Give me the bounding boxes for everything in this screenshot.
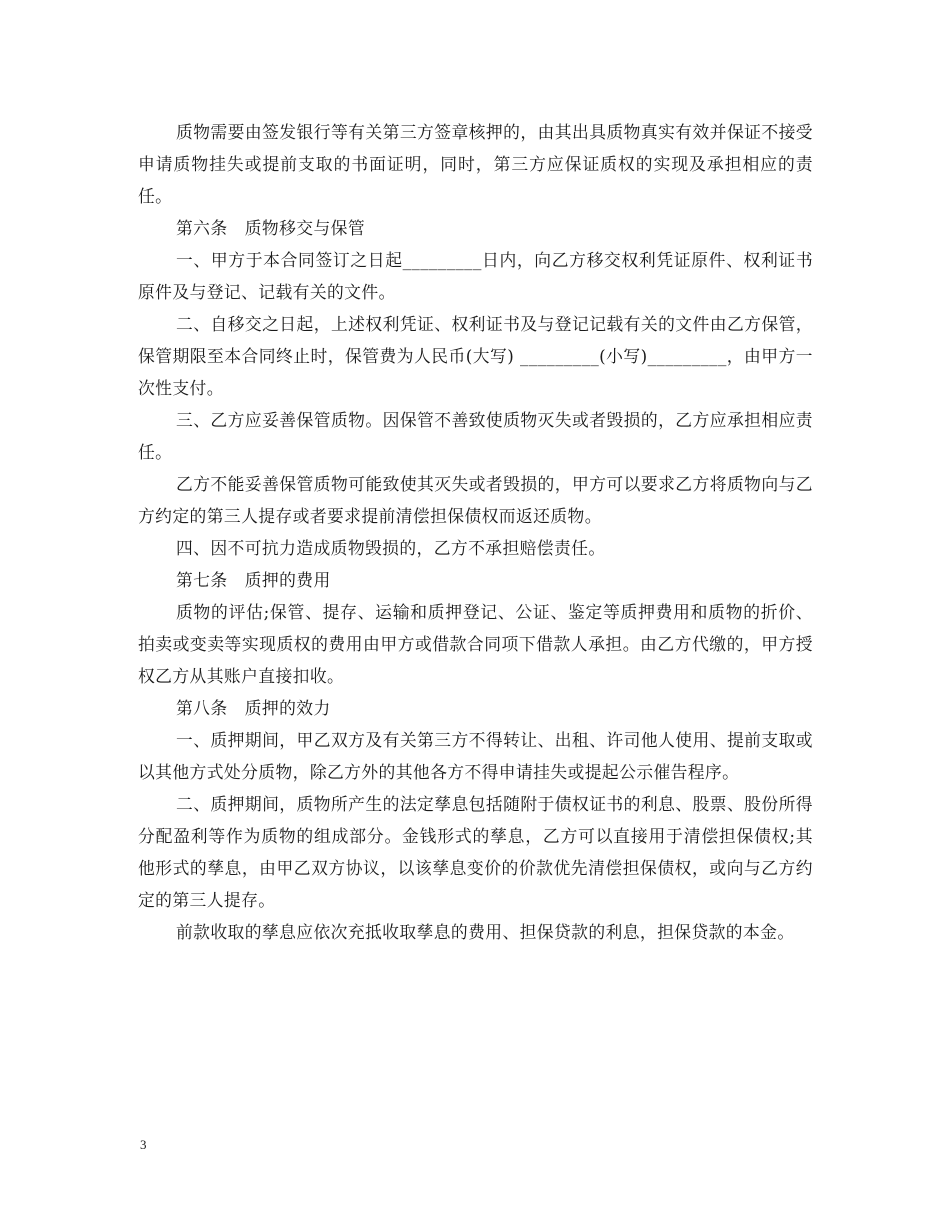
document-body — [138, 116, 813, 948]
paragraph-article-6-clause-2: 二、自移交之日起，上述权利凭证、权利证书及与登记记载有关的文件由乙方保管，保管期限至本合同终止时，保管费为人民币(大写) _________(小写)_________，由甲方一次性支付。 — [138, 314, 813, 398]
paragraph-article-8-clause-2: 二、质押期间，质物所产生的法定孳息包括随附于债权证书的利息、股票、股份所得分配盈利等作为质物的组成部分。金钱形式的孳息，乙方可以直接用于清偿担保债权;其他形式的孳息，由甲乙双方协议，以该孳息变价的价款优先清偿担保债权，或向与乙方约定的第三人提存。 — [138, 794, 813, 910]
paragraph-pledge-third-party: 质物需要由签发银行等有关第三方签章核押的，由其出具质物真实有效并保证不接受申请质物挂失或提前支取的书面证明，同时，第三方应保证质权的实现及承担相应的责任。 — [138, 122, 813, 206]
paragraph-article-8-clause-2-continued: 前款收取的孳息应依次充抵收取孳息的费用、担保贷款的利息，担保贷款的本金。 — [176, 922, 795, 942]
paragraph-article-8-clause-1: 一、质押期间，甲乙双方及有关第三方不得转让、出租、许司他人使用、提前支取或以其他方式处分质物，除乙方外的其他各方不得申请挂失或提起公示催告程序。 — [138, 730, 813, 782]
paragraph-article-6-clause-1: 一、甲方于本合同签订之日起_________日内，向乙方移交权利凭证原件、权利证书原件及与登记、记载有关的文件。 — [138, 250, 813, 302]
paragraph-article-6-clause-3: 三、乙方应妥善保管质物。因保管不善致使质物灭失或者毁损的，乙方应承担相应责任。 — [138, 410, 813, 462]
heading-article-8: 第八条 质押的效力 — [176, 698, 331, 718]
paragraph-article-6-clause-3-continued: 乙方不能妥善保管质物可能致使其灭失或者毁损的，甲方可以要求乙方将质物向与乙方约定的第三人提存或者要求提前清偿担保债权而返还质物。 — [138, 474, 813, 526]
heading-article-6: 第六条 质物移交与保管 — [176, 218, 365, 238]
heading-article-7: 第七条 质押的费用 — [176, 570, 331, 590]
paragraph-article-6-clause-4: 四、因不可抗力造成质物毁损的，乙方不承担赔偿责任。 — [176, 538, 606, 558]
page-number: 3 — [140, 1137, 147, 1152]
paragraph-article-7-body: 质物的评估;保管、提存、运输和质押登记、公证、鉴定等质押费用和质物的折价、拍卖或变卖等实现质权的费用由甲方或借款合同项下借款人承担。由乙方代缴的，甲方授权乙方从其账户直接扣收。 — [138, 602, 813, 686]
